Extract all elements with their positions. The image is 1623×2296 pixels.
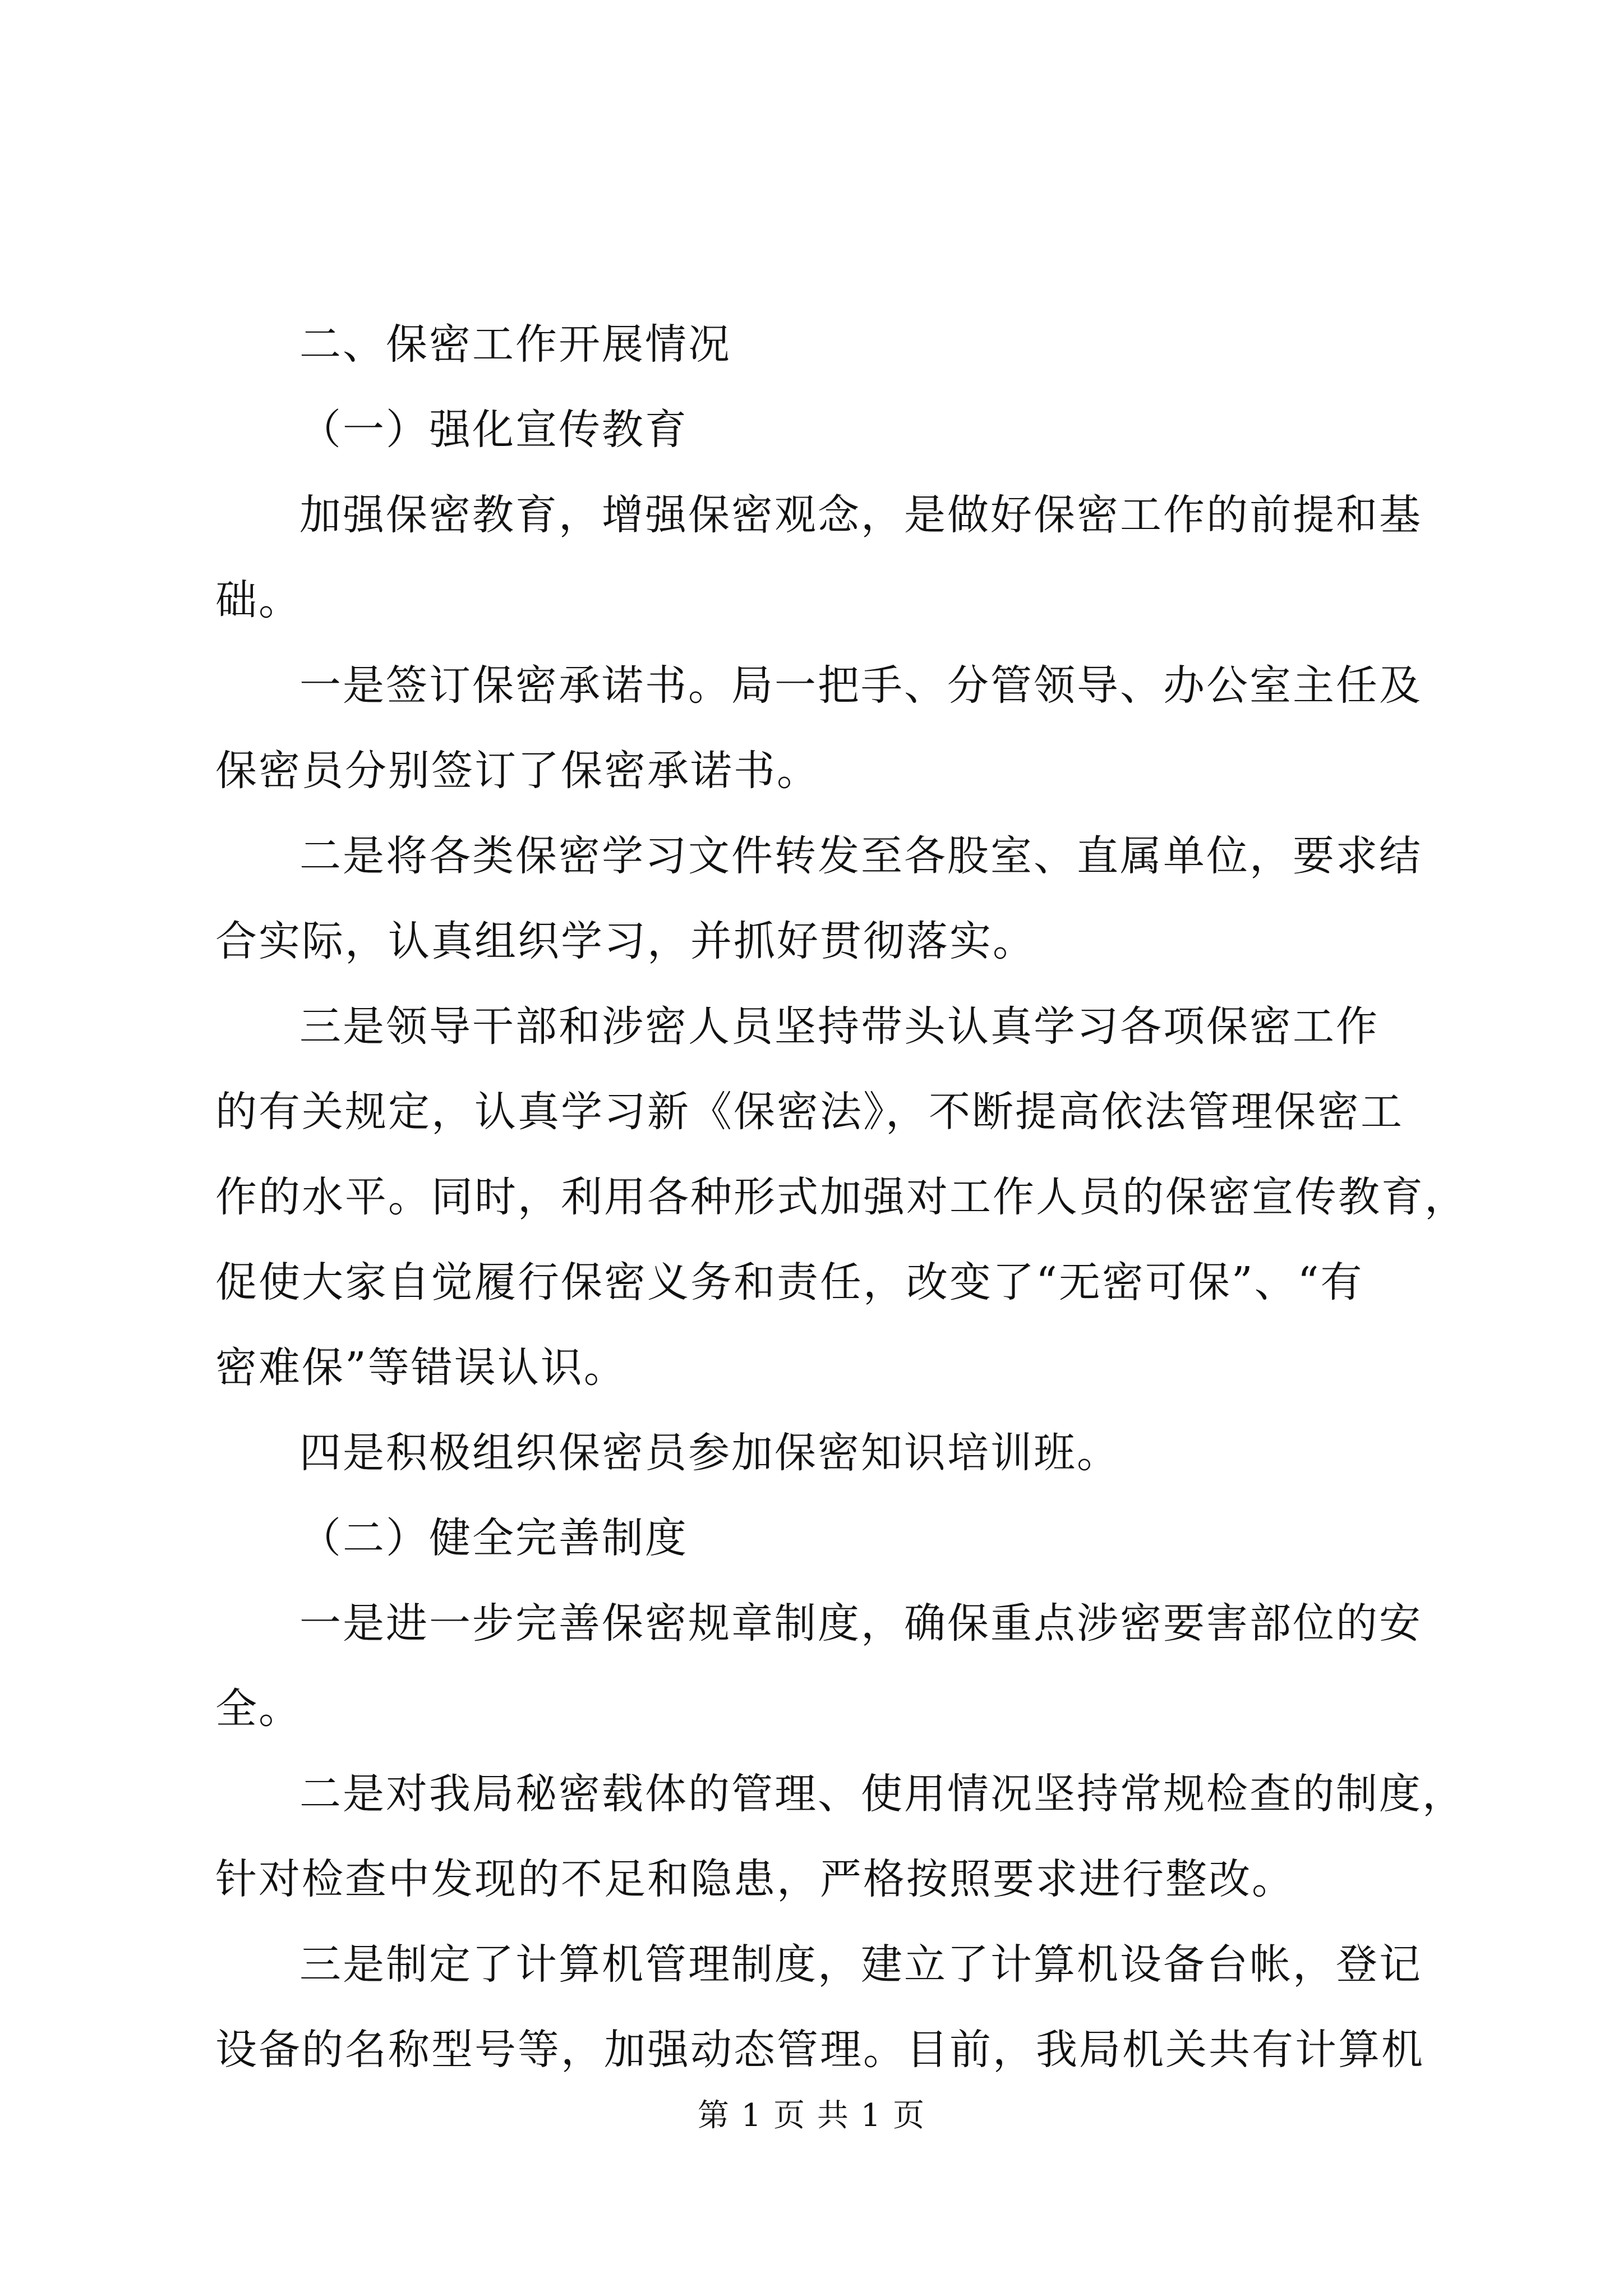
paragraph-line: 三是制定了计算机管理制度，建立了计算机设备台帐，登记 xyxy=(299,1940,1422,1989)
subsection-heading: （二）健全完善制度 xyxy=(299,1514,688,1562)
paragraph-line: 作的水平。同时，利用各种形式加强对工作人员的保密宣传教育， xyxy=(215,1173,1468,1221)
paragraph-line: 合实际，认真组织学习，并抓好贯彻落实。 xyxy=(215,917,1036,965)
paragraph-line: 三是领导干部和涉密人员坚持带头认真学习各项保密工作 xyxy=(299,1002,1379,1051)
paragraph-line: 的有关规定，认真学习新《保密法》，不断提高依法管理保密工 xyxy=(215,1088,1404,1136)
paragraph-line: 一是进一步完善保密规章制度，确保重点涉密要害部位的安 xyxy=(299,1599,1422,1648)
paragraph-line: 二是对我局秘密载体的管理、使用情况坚持常规检查的制度， xyxy=(299,1770,1465,1818)
paragraph-line: 针对检查中发现的不足和隐患，严格按照要求进行整改。 xyxy=(215,1855,1295,1903)
section-heading: 二、保密工作开展情况 xyxy=(299,320,731,369)
page-footer: 第 1 页 共 1 页 xyxy=(697,2097,926,2134)
paragraph-line: 一是签订保密承诺书。局一把手、分管领导、办公室主任及 xyxy=(299,661,1422,710)
paragraph-line: 促使大家自觉履行保密义务和责任，改变了“无密可保”、“有 xyxy=(215,1258,1364,1306)
paragraph-line: 二是将各类保密学习文件转发至各股室、直属单位，要求结 xyxy=(299,832,1422,880)
paragraph-line: 设备的名称型号等，加强动态管理。目前，我局机关共有计算机 xyxy=(215,2026,1424,2074)
paragraph-line: 保密员分别签订了保密承诺书。 xyxy=(215,747,820,795)
subsection-heading: （一）强化宣传教育 xyxy=(299,406,688,454)
paragraph-line: 四是积极组织保密员参加保密知识培训班。 xyxy=(299,1429,1120,1477)
paragraph-line: 密难保”等错误认识。 xyxy=(215,1343,627,1392)
paragraph-line: 全。 xyxy=(215,1685,302,1733)
paragraph-line: 加强保密教育，增强保密观念，是做好保密工作的前提和基 xyxy=(299,491,1422,539)
paragraph-line: 础。 xyxy=(215,576,302,624)
document-body xyxy=(215,302,1468,2092)
